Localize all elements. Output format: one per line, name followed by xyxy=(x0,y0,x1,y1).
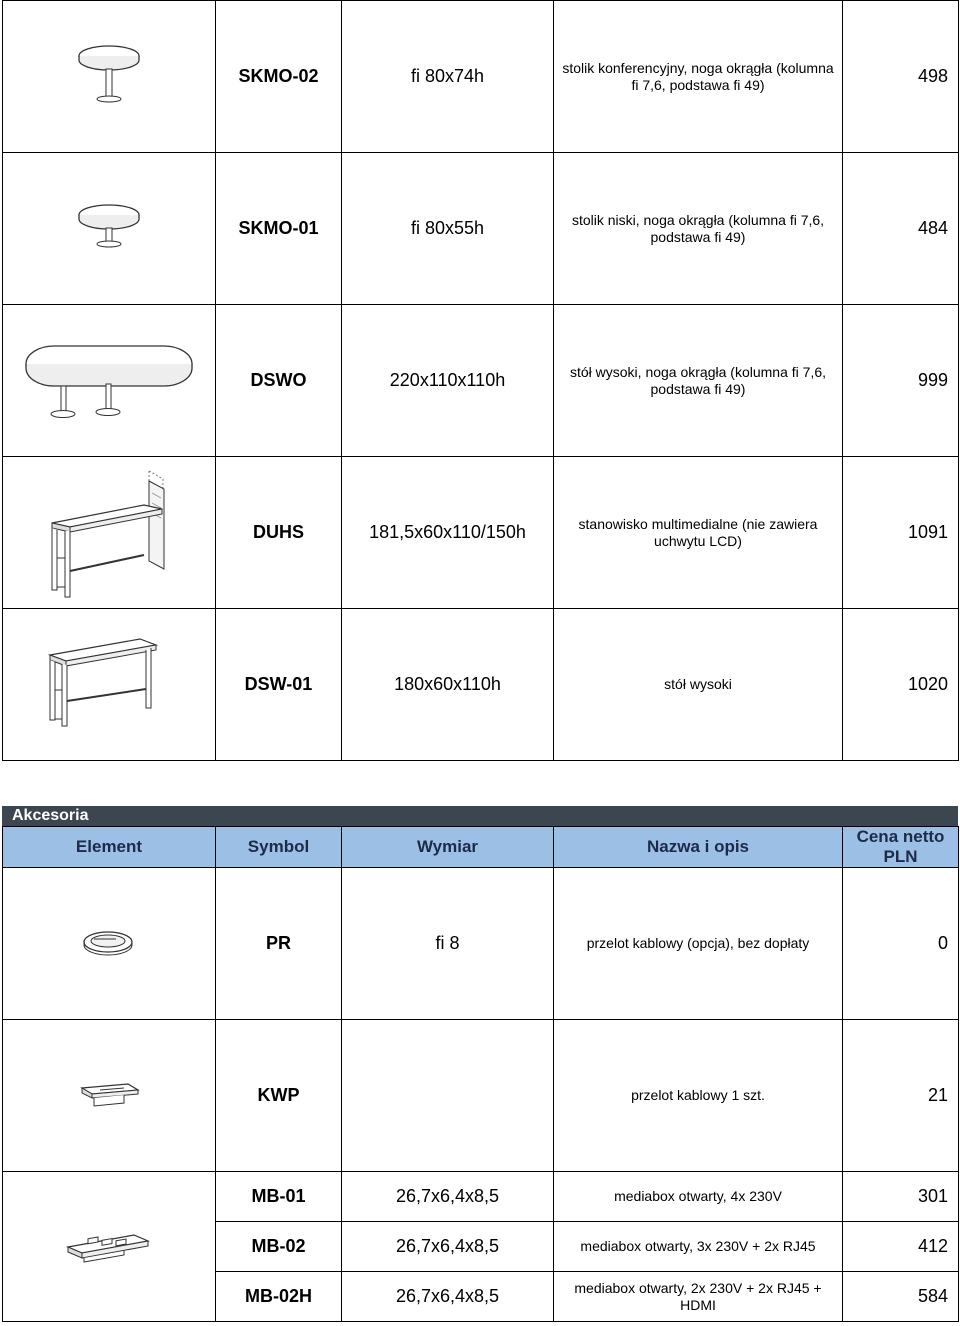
table-row xyxy=(3,609,959,761)
accessory-dimension xyxy=(342,1020,554,1172)
round-table-high-icon xyxy=(54,42,164,112)
accessory-image xyxy=(3,1020,216,1172)
product-description: stół wysoki, noga okrągła (kolumna fi 7,6, podstawa fi 49) xyxy=(554,305,843,457)
accessory-dimension: 26,7x6,4x8,5 xyxy=(342,1172,554,1222)
table-row xyxy=(3,1020,959,1172)
product-price: 1091 xyxy=(843,457,959,609)
product-image xyxy=(3,305,216,457)
cable-grommet-icon xyxy=(74,924,144,964)
table-row xyxy=(3,1172,959,1222)
product-price: 498 xyxy=(843,1,959,153)
section-title: Akcesoria xyxy=(2,806,958,826)
mediabox-icon xyxy=(64,1225,154,1269)
product-price: 484 xyxy=(843,153,959,305)
accessory-price: 584 xyxy=(843,1272,959,1322)
accessory-price: 21 xyxy=(843,1020,959,1172)
product-dimension: 220x110x110h xyxy=(342,305,554,457)
table-row xyxy=(3,153,959,305)
product-description: stół wysoki xyxy=(554,609,843,761)
accessory-dimension: 26,7x6,4x8,5 xyxy=(342,1222,554,1272)
accessories-table xyxy=(2,826,959,1322)
product-image xyxy=(3,457,216,609)
accessories-section xyxy=(2,806,958,1322)
product-description: stolik konferencyjny, noga okrągła (kolumna fi 7,6, podstawa fi 49) xyxy=(554,1,843,153)
high-table-icon xyxy=(44,635,174,735)
accessory-description: przelot kablowy 1 szt. xyxy=(554,1020,843,1172)
product-description: stolik niski, noga okrągła (kolumna fi 7,6, podstawa fi 49) xyxy=(554,153,843,305)
accessory-description: przelot kablowy (opcja), bez dopłaty xyxy=(554,868,843,1020)
accessory-symbol: MB-01 xyxy=(216,1172,342,1222)
oval-high-table-icon xyxy=(24,336,194,426)
accessory-image xyxy=(3,868,216,1020)
multimedia-station-icon xyxy=(44,463,174,603)
round-table-low-icon xyxy=(54,199,164,259)
product-symbol: DSWO xyxy=(216,305,342,457)
accessory-symbol: PR xyxy=(216,868,342,1020)
accessory-dimension: 26,7x6,4x8,5 xyxy=(342,1272,554,1322)
table-row xyxy=(3,457,959,609)
table-row xyxy=(3,868,959,1020)
table-row xyxy=(3,1,959,153)
product-dimension: fi 80x55h xyxy=(342,153,554,305)
header-row xyxy=(3,827,959,868)
accessory-symbol: MB-02H xyxy=(216,1272,342,1322)
product-price: 1020 xyxy=(843,609,959,761)
cable-box-icon xyxy=(74,1076,144,1116)
table-row xyxy=(3,305,959,457)
accessory-description: mediabox otwarty, 4x 230V xyxy=(554,1172,843,1222)
accessory-description: mediabox otwarty, 2x 230V + 2x RJ45 + HDMI xyxy=(554,1272,843,1322)
accessory-symbol: MB-02 xyxy=(216,1222,342,1272)
product-symbol: DSW-01 xyxy=(216,609,342,761)
product-price: 999 xyxy=(843,305,959,457)
accessory-symbol: KWP xyxy=(216,1020,342,1172)
product-symbol: SKMO-02 xyxy=(216,1,342,153)
product-image xyxy=(3,1,216,153)
accessory-dimension: fi 8 xyxy=(342,868,554,1020)
product-image xyxy=(3,609,216,761)
accessory-price: 301 xyxy=(843,1172,959,1222)
product-dimension: 181,5x60x110/150h xyxy=(342,457,554,609)
column-header-price: Cena netto PLN xyxy=(843,827,959,868)
product-symbol: DUHS xyxy=(216,457,342,609)
accessory-price: 412 xyxy=(843,1222,959,1272)
product-symbol: SKMO-01 xyxy=(216,153,342,305)
product-description: stanowisko multimedialne (nie zawiera uchwytu LCD) xyxy=(554,457,843,609)
accessory-description: mediabox otwarty, 3x 230V + 2x RJ45 xyxy=(554,1222,843,1272)
column-header-symbol: Symbol xyxy=(216,827,342,868)
accessory-price: 0 xyxy=(843,868,959,1020)
column-header-element: Element xyxy=(3,827,216,868)
column-header-dimension: Wymiar xyxy=(342,827,554,868)
product-dimension: fi 80x74h xyxy=(342,1,554,153)
product-table xyxy=(2,0,959,761)
product-dimension: 180x60x110h xyxy=(342,609,554,761)
column-header-name: Nazwa i opis xyxy=(554,827,843,868)
product-image xyxy=(3,153,216,305)
accessory-image xyxy=(3,1172,216,1322)
